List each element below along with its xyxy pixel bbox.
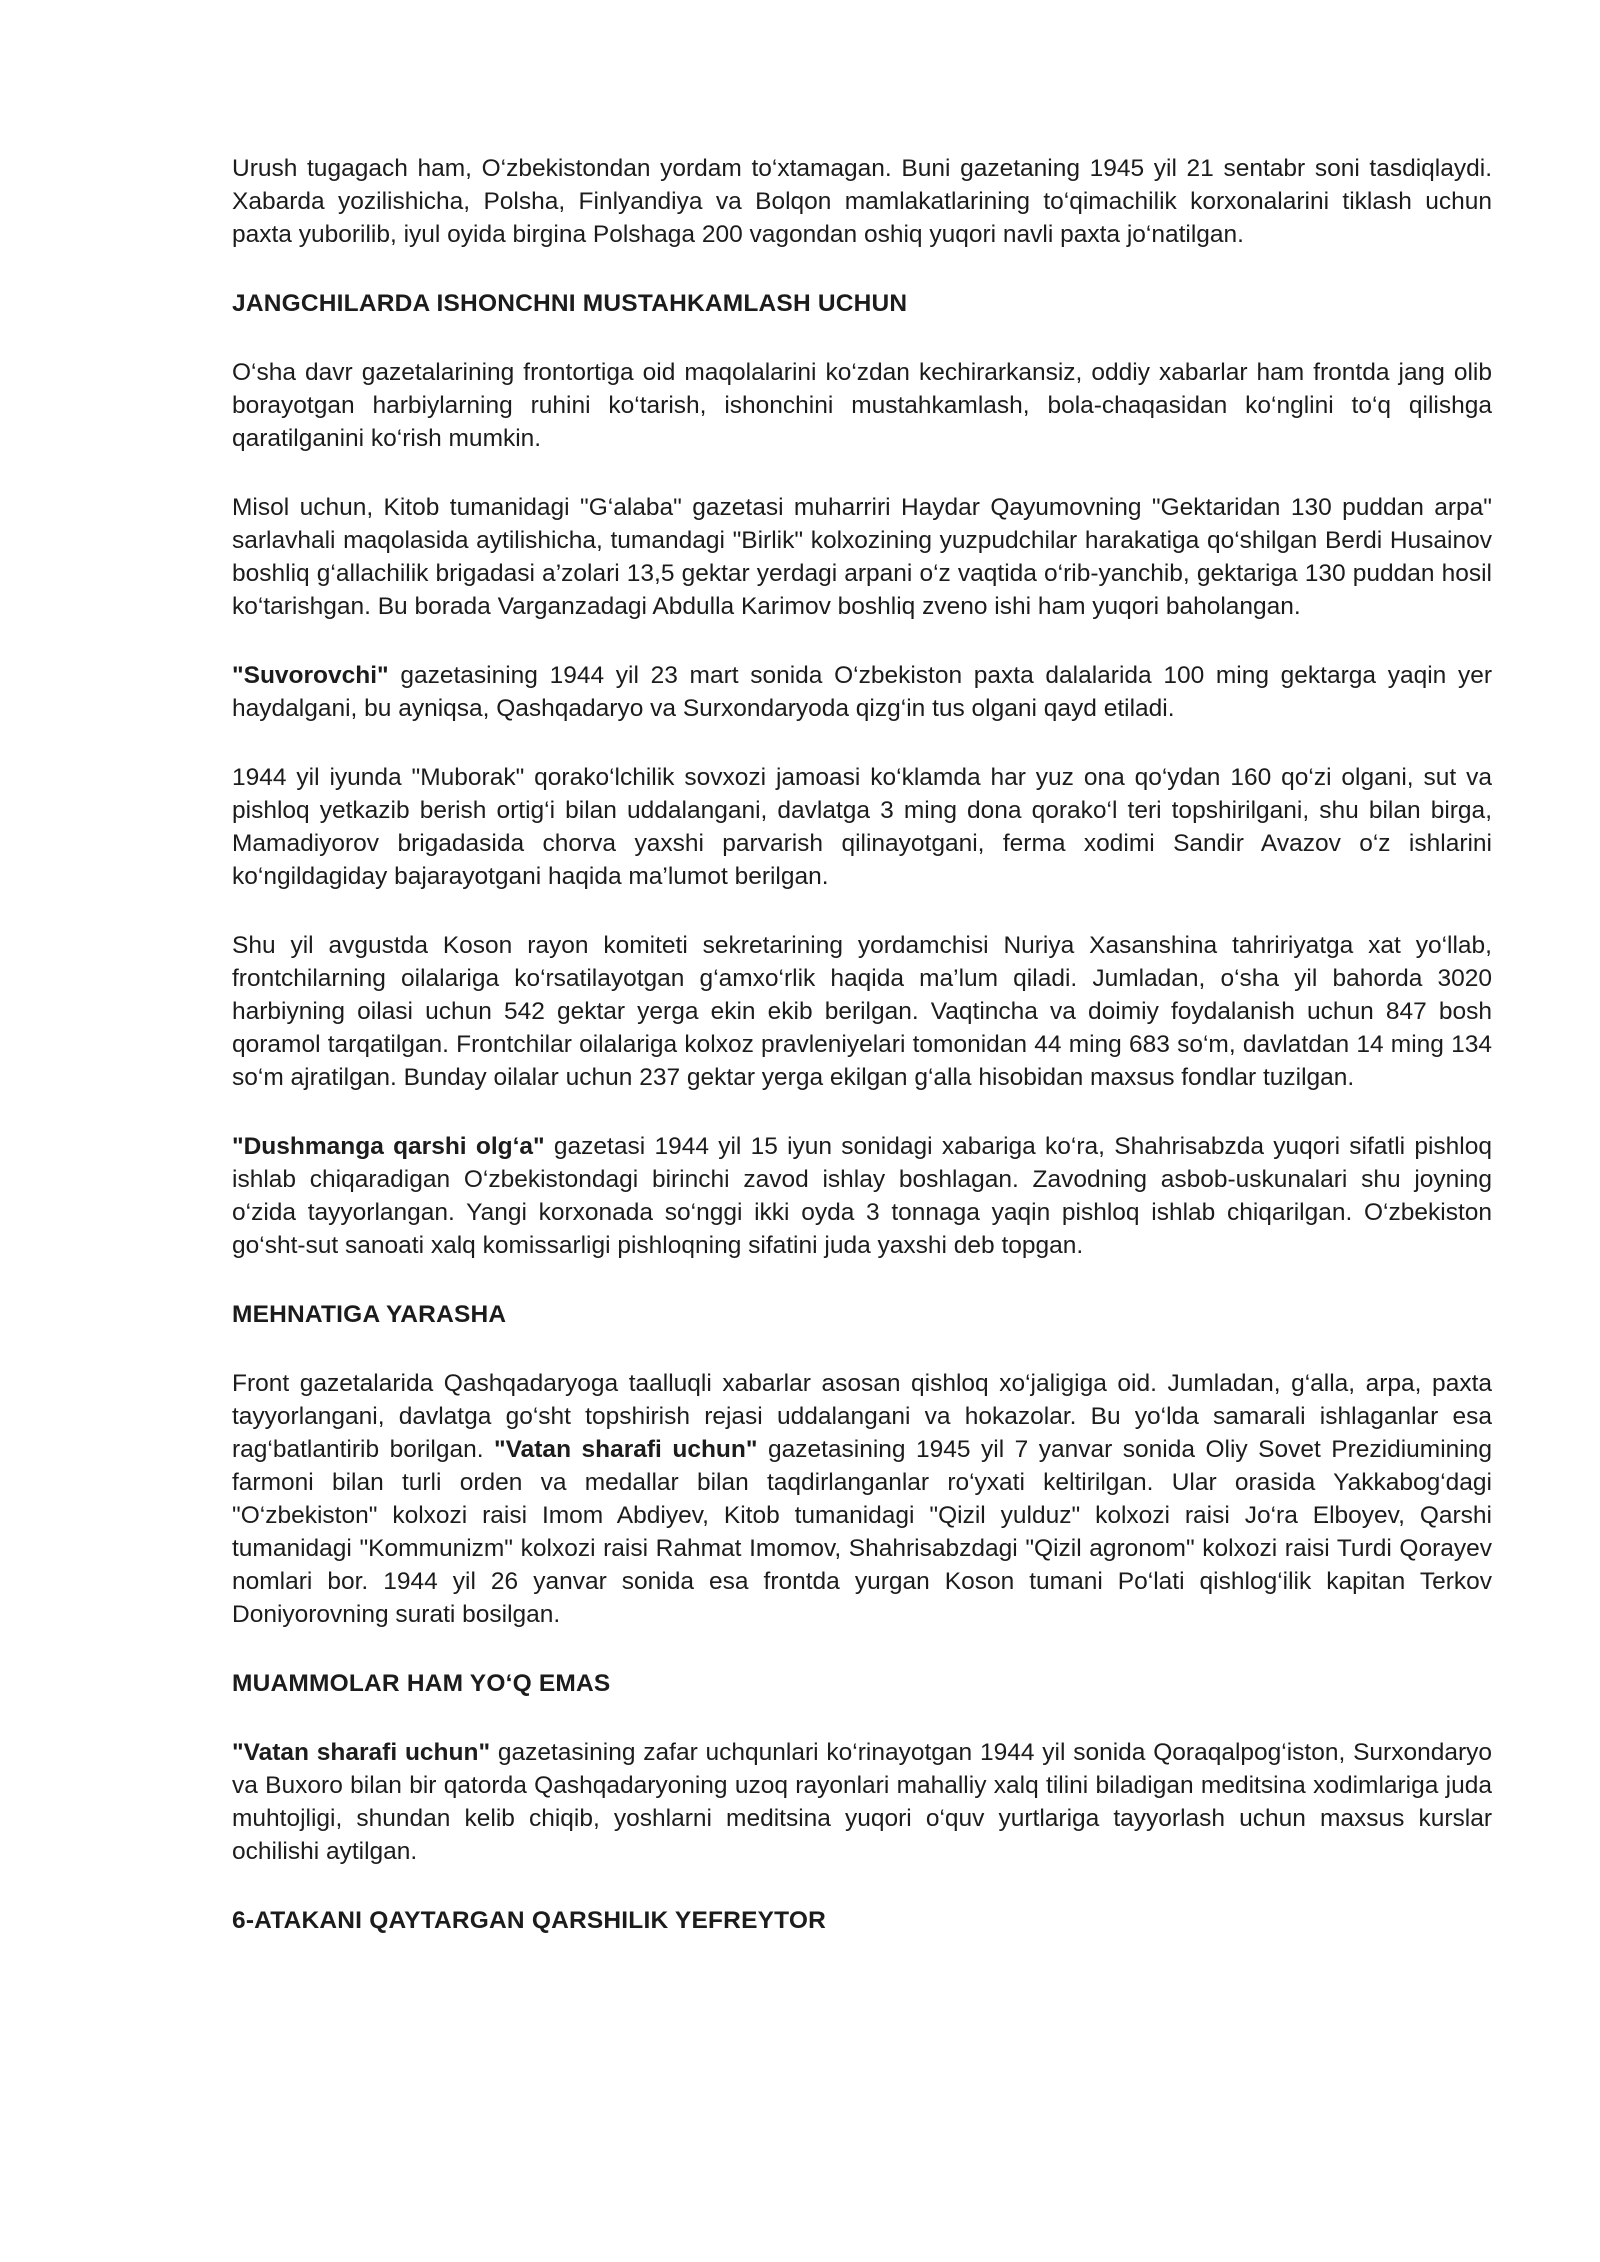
- section-heading-mehnatiga: MEHNATIGA YARASHA: [232, 1301, 507, 1328]
- paragraph-7: [232, 1130, 1492, 1262]
- paragraph-5: [232, 761, 1492, 893]
- paragraph-text: Shu yil avgustda Koson rayon komiteti sekretarining yordamchisi Nuriya Xasanshina tahririyatga xat yo‘llab, frontchilarning oilalariga ko‘rsatilayotgan g‘amxo‘rlik haqida ma’lum qiladi. Jumladan, o‘sha yil bahorda 3020 harbiyning oilasi uchun 542 gektar yerga ekin ekib berilgan. Vaqtincha va doimiy foydalanish uchun 847 bosh qoramol tarqatilgan. Frontchilar oilalariga kolxoz pravleniyelari tomonidan 44 ming 683 so‘m, davlatdan 14 ming 134 so‘m ajratilgan. Bunday oilalar uchun 237 gektar yerga ekilgan g‘alla hisobidan maxsus fondlar tuzilgan.: [232, 932, 1492, 1091]
- paragraph-text-continued: gazetasining 1945 yil 7 yanvar sonida Oliy Sovet Prezidiumining farmoni bilan turli orden va medallar bilan taqdirlanganlar ro‘yxati keltirilgan. Ular orasida Yakkabog‘dagi "O‘zbekiston" kolxozi raisi Imom Abdiyev, Kitob tumanidagi "Qizil yulduz" kolxozi raisi Jo‘ra Elboyev, Qarshi tumanidagi "Kommunizm" kolxozi raisi Rahmat Imomov, Shahrisabzdagi "Qizil agronom" kolxozi raisi Turdi Qorayev nomlari bor. 1944 yil 26 yanvar sonida esa frontda yurgan Koson tumani Po‘lati qishlog‘ilik kapitan Terkov Doniyorovning surati bosilgan.: [232, 1436, 1492, 1628]
- section-heading-muammolar: MUAMMOLAR HAM YO‘Q EMAS: [232, 1670, 611, 1697]
- paragraph-2: [232, 356, 1492, 455]
- section-heading-jangchilarda: JANGCHILARDA ISHONCHNI MUSTAHKAMLASH UCHUN: [232, 290, 908, 317]
- paragraph-text: 1944 yil iyunda "Muborak" qorako‘lchilik sovxozi jamoasi ko‘klamda har yuz ona qo‘ydan 160 qo‘zi olgani, sut va pishloq yetkazib berish ortig‘i bilan uddalangani, davlatga 3 ming dona qorako‘l teri topshirilgani, shu bilan birga, Mamadiyorov brigadasida chorva yaxshi parvarish qilinayotgani, ferma xodimi Sandir Avazov o‘z ishlarini ko‘ngildagiday bajarayotgani haqida ma’lumot berilgan.: [232, 764, 1492, 890]
- newspaper-name: "Suvorovchi": [232, 662, 389, 689]
- paragraph-text: Misol uchun, Kitob tumanidagi "G‘alaba" gazetasi muharriri Haydar Qayumovning "Gektaridan 130 puddan arpa" sarlavhali maqolasida aytilishicha, tumandagi "Birlik" kolxozining yuzpudchilar harakatiga qo‘shilgan Berdi Husainov boshliq g‘allachilik brigadasi a’zolari 13,5 gektar yerdagi arpani o‘z vaqtida o‘rib-yanchib, gektariga 130 puddan hosil ko‘tarishgan. Bu borada Varganzadagi Abdulla Karimov boshliq zveno ishi ham yuqori baholangan.: [232, 494, 1492, 620]
- paragraph-1: [232, 152, 1492, 251]
- paragraph-text: Urush tugagach ham, O‘zbekistondan yordam to‘xtamagan. Buni gazetaning 1945 yil 21 sentabr soni tasdiqlaydi. Xabarda yozilishicha, Polsha, Finlyandiya va Bolqon mamlakatlarining to‘qimachilik korxonalarini tiklash uchun paxta yuborilib, iyul oyida birgina Polshaga 200 vagondan oshiq yuqori navli paxta jo‘natilgan.: [232, 155, 1492, 248]
- newspaper-name: "Vatan sharafi uchun": [494, 1436, 758, 1463]
- paragraph-text: O‘sha davr gazetalarining frontortiga oid maqolalarini ko‘zdan kechirarkansiz, oddiy xabarlar ham frontda jang olib borayotgan harbiylarning ruhini ko‘tarish, ishonchini mustahkamlash, bola-chaqasidan ko‘nglini to‘q qilishga qaratilganini ko‘rish mumkin.: [232, 359, 1492, 452]
- section-heading-atakani: 6-ATAKANI QAYTARGAN QARSHILIK YEFREYTOR: [232, 1907, 827, 1934]
- paragraph-8: [232, 1367, 1492, 1631]
- paragraph-4: [232, 659, 1492, 725]
- paragraph-6: [232, 929, 1492, 1094]
- paragraph-3: [232, 491, 1492, 623]
- newspaper-name: "Dushmanga qarshi olg‘a": [232, 1133, 545, 1160]
- paragraph-text: gazetasi 1944 yil 15 iyun sonidagi xabariga ko‘ra, Shahrisabzda yuqori sifatli pishloq ishlab chiqaradigan O‘zbekistondagi birinchi zavod ishlay boshlagan. Zavodning asbob-uskunalari shu joyning o‘zida tayyorlangan. Yangi korxonada so‘nggi ikki oyda 3 tonnaga yaqin pishloq ishlab chiqarilgan. O‘zbekiston go‘sht-sut sanoati xalq komissarligi pishloqning sifatini juda yaxshi deb topgan.: [232, 1133, 1493, 1259]
- document-page: [232, 152, 1492, 1973]
- paragraph-text: Front gazetalarida Qashqadaryoga taalluqli xabarlar asosan qishloq xo‘jaligiga oid. Jumladan, g‘alla, arpa, paxta tayyorlangani, davlatga go‘sht topshirish rejasi uddalangani va hokazolar. Bu yo‘lda samarali ishlaganlar esa rag‘batlantirib borilgan.: [232, 1370, 1492, 1463]
- paragraph-text: gazetasining zafar uchqunlari ko‘rinayotgan 1944 yil sonida Qoraqalpog‘iston, Surxondaryo va Buxoro bilan bir qatorda Qashqadaryoning uzoq rayonlari mahalliy xalq tilini biladigan meditsina xodimlariga juda muhtojligi, shundan kelib chiqib, yoshlarni meditsina yuqori o‘quv yurtlariga tayyorlash uchun maxsus kurslar ochilishi aytilgan.: [232, 1739, 1492, 1865]
- paragraph-text: gazetasining 1944 yil 23 mart sonida O‘zbekiston paxta dalalarida 100 ming gektarga yaqin yer haydalgani, bu ayniqsa, Qashqadaryo va Surxondaryoda qizg‘in tus olgani qayd etiladi.: [232, 662, 1492, 722]
- paragraph-9: [232, 1736, 1492, 1868]
- newspaper-name: "Vatan sharafi uchun": [232, 1739, 491, 1766]
